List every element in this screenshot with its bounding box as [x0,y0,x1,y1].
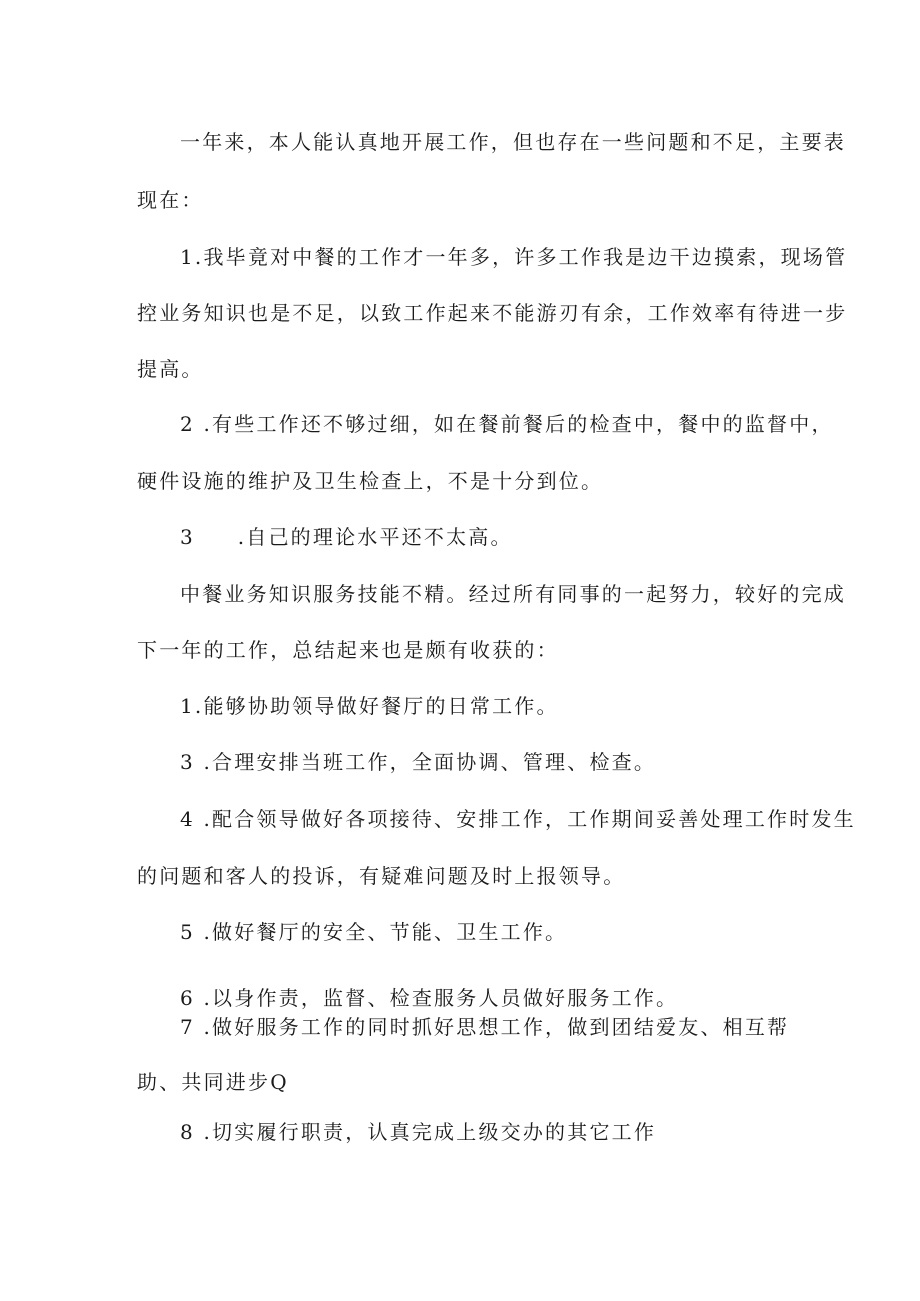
achievement-item-4-line-1: 4 .配合领导做好各项接待、安排工作，工作期间妥善处理工作时发生 [180,807,856,831]
paragraph-intro-line-2: 现在： [137,188,204,212]
problem-item-2-line-2: 硬件设施的维护及卫生检查上，不是十分到位。 [137,469,604,493]
paragraph-intro-line-1: 一年来，本人能认真地开展工作，但也存在一些问题和不足，主要表 [180,130,846,154]
achievement-item-4-line-2: 的问题和客人的投诉，有疑难问题及时上报领导。 [137,864,626,888]
problem-item-2-line-1: 2 .有些工作还不够过细，如在餐前餐后的检查中，餐中的监督中， [180,412,834,436]
problem-item-1-line-2: 控业务知识也是不足，以致工作起来不能游刃有余，工作效率有待进一步 [137,301,848,325]
achievement-item-6: 6 .以身作责，监督、检查服务人员做好服务工作。 [180,986,679,1010]
problem-item-3: 3 .自己的理论水平还不太高。 [180,525,513,549]
achievement-item-8: 8 .切实履行职责，认真完成上级交办的其它工作 [180,1120,657,1144]
problem-item-1-line-1: 1.我毕竟对中餐的工作才一年多，许多工作我是边干边摸索，现场管 [180,245,848,269]
achievement-item-7-line-2: 助、共同进步Q [137,1070,289,1094]
achievement-item-5: 5 .做好餐厅的安全、节能、卫生工作。 [180,920,568,944]
achievement-item-1: 1.能够协助领导做好餐厅的日常工作。 [180,694,559,718]
paragraph-summary-line-2: 下一年的工作，总结起来也是颇有收获的： [137,638,559,662]
paragraph-summary-line-1: 中餐业务知识服务技能不精。经过所有同事的一起努力，较好的完成 [180,582,846,606]
achievement-item-3: 3 .合理安排当班工作，全面协调、管理、检查。 [180,750,657,774]
achievement-item-7-line-1: 7 .做好服务工作的同时抓好思想工作，做到团结爱友、相互帮 [180,1015,790,1039]
problem-item-1-line-3: 提高。 [137,357,204,381]
